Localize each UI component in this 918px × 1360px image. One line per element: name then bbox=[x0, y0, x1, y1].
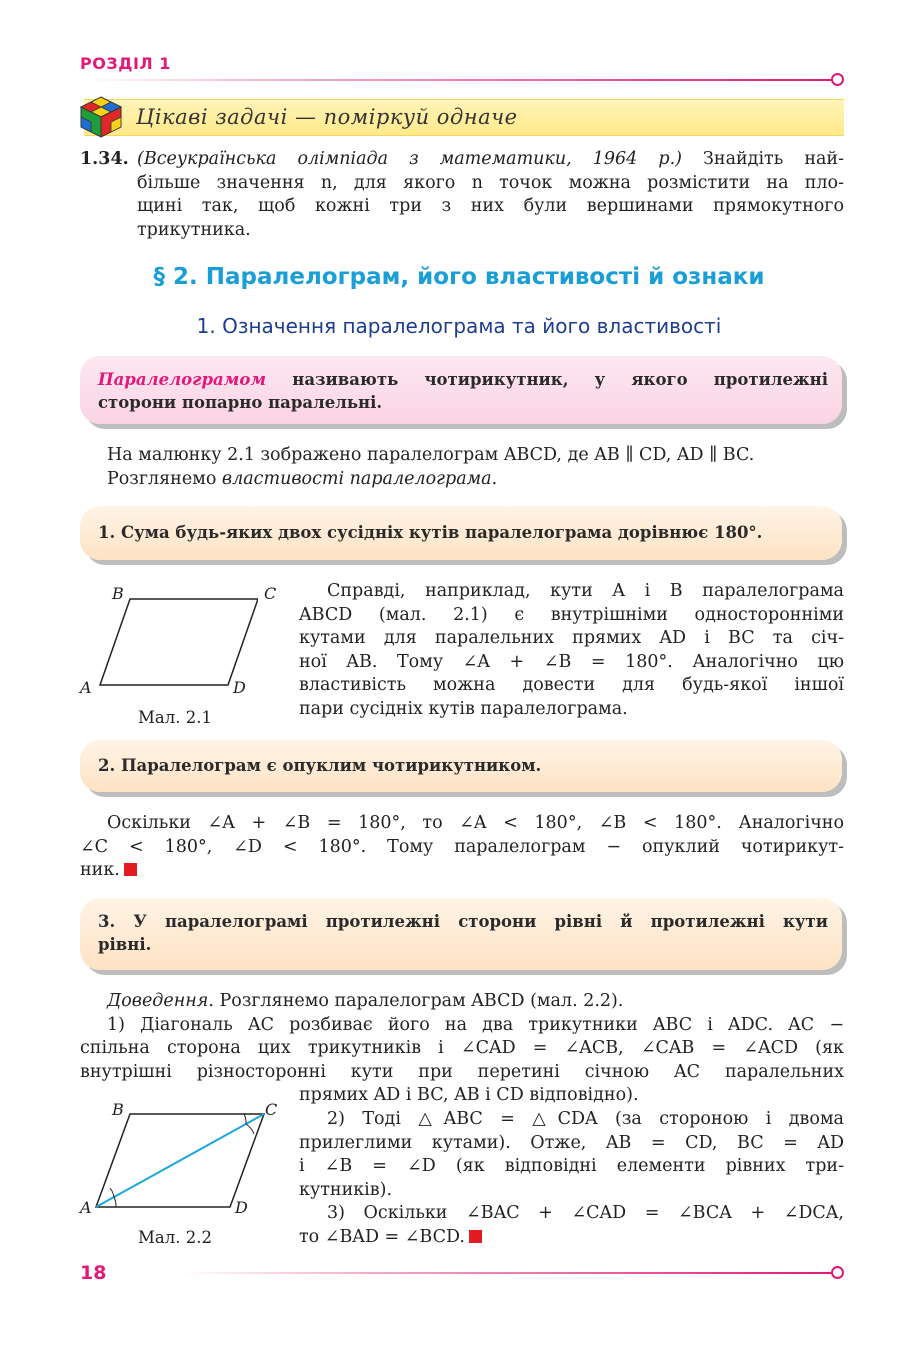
end-of-proof-marker bbox=[124, 863, 137, 876]
end-of-proof-marker bbox=[469, 1230, 482, 1243]
section-subtitle: 1. Означення паралелограма та його властивості bbox=[196, 314, 722, 338]
property-1-text: 1. Сума будь-яких двох сусідніх кутів паралелограма дорівнює 180°. bbox=[98, 523, 763, 542]
angle-arc bbox=[244, 1114, 246, 1124]
fig1-label-a: A bbox=[80, 678, 92, 697]
fig2-label-a: A bbox=[80, 1198, 92, 1217]
definition-box: Паралелограмом називають чотирикутник, у якого протилежні сторони попарно паралельні. bbox=[80, 356, 842, 424]
section-label: РОЗДІЛ 1 bbox=[80, 54, 171, 73]
definition-term: Паралелограмом bbox=[98, 370, 267, 389]
footer-rule bbox=[180, 1272, 832, 1274]
problem-source: (Всеукраїнська олімпіада з математики, 1964 р.) bbox=[137, 149, 682, 169]
footer-rule-circle bbox=[831, 1266, 844, 1279]
header-rule-circle bbox=[831, 73, 844, 86]
property-3-proof: Доведення. Розглянемо паралелограм ABCD (мал. 2.2). 1) Діагональ AC розбиває його на два трикутники ABC і ADC. AC − спільна сторона цих трикутників і ∠CAD = ∠ACB, ∠CAB = ∠ACD (як внутрішні різносторонні кути при перетині січною AC паралельних прямих AD і BC, AB і CD відповідно). bbox=[80, 991, 844, 1105]
problem-text: (Всеукраїнська олімпіада з математики, 1964 р.) Знайдіть най- більше значення n, для якого n точок можна розмістити на пло- щині так, щоб кожні три з них були вершинами прямокутного трикутника. bbox=[137, 149, 844, 240]
fig2-label-b: B bbox=[112, 1100, 124, 1119]
interesting-tasks-title: Цікаві задачі — поміркуй одначе bbox=[136, 105, 518, 129]
intro-paragraph: На малюнку 2.1 зображено паралелограм ABCD, де AB ∥ CD, AD ∥ BC. Розглянемо властивості паралелограма. bbox=[107, 445, 755, 489]
figure-2-1 bbox=[78, 580, 258, 700]
fig1-label-d: D bbox=[233, 678, 246, 697]
fig2-label-c: C bbox=[265, 1100, 278, 1119]
angle-arc bbox=[114, 1197, 116, 1207]
fig1-label-b: B bbox=[112, 584, 124, 603]
page-number: 18 bbox=[80, 1262, 107, 1284]
fig2-label-d: D bbox=[235, 1198, 248, 1217]
proof-label: Доведення bbox=[107, 991, 209, 1011]
header-rule bbox=[80, 79, 832, 81]
property-2-box bbox=[80, 740, 842, 792]
figure-2-2-caption: Мал. 2.2 bbox=[138, 1228, 212, 1247]
problem-number: 1.34. bbox=[80, 149, 129, 169]
section-title: § 2. Паралелограм, його властивості й ознаки bbox=[153, 264, 765, 290]
cube-icon bbox=[78, 94, 124, 140]
property-2-proof: Оскільки ∠A + ∠B = 180°, то ∠A < 180°, ∠B < 180°. Аналогічно ∠C < 180°, ∠D < 180°. Тому паралелограм − опуклий чотирикут- ник. bbox=[80, 813, 844, 880]
property-2-text: 2. Паралелограм є опуклим чотирикутником. bbox=[98, 756, 542, 775]
fig1-label-c: C bbox=[264, 584, 277, 603]
angle-arc bbox=[110, 1188, 114, 1197]
property-3-proof-continued: 2) Тоді △ABC = △CDA (за стороною і двома прилеглими кутами). Отже, AB = CD, BC = AD і ∠B = ∠D (як відповідні елементи рівних три- кутників). 3) Оскільки ∠BAC + ∠CAD = ∠BCA + ∠DCA, то ∠BAD = ∠BCD. bbox=[299, 1109, 844, 1247]
interesting-tasks-bar bbox=[84, 99, 844, 136]
parallelogram-shape bbox=[100, 599, 258, 685]
property-3-box: 3. У паралелограмі протилежні сторони рівні й протилежні кути рівні. bbox=[80, 898, 842, 970]
property-1-box bbox=[80, 506, 842, 560]
angle-arc bbox=[246, 1124, 254, 1134]
figure-2-1-caption: Мал. 2.1 bbox=[138, 708, 212, 727]
diagonal-ac bbox=[96, 1114, 264, 1207]
property-1-proof: Справді, наприклад, кути A і B паралелограма ABCD (мал. 2.1) є внутрішніми односторонніми кутами для паралельних прямих AD і BC та січ- ної AB. Тому ∠A + ∠B = 180°. Аналогічно цю властивість можна довести для будь-якої іншої пари сусідніх кутів паралелограма. bbox=[299, 581, 844, 719]
